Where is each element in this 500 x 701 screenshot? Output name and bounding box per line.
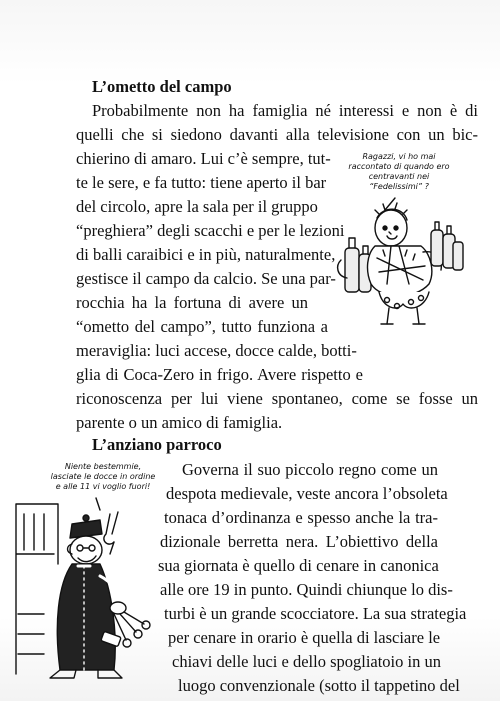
speech-bubble-ometto: Ragazzi, vi ho mai raccontato di quando ero centravanti nei “Fedelissimi” ?: [348, 152, 450, 191]
paragraph-line: di balli caraibici e in più, naturalmente,: [76, 245, 336, 264]
paragraph-line: “ometto del campo”, tutto funziona a: [76, 317, 328, 336]
paragraph-line: quelli che si siedono davanti alla televisione con un bic-: [76, 125, 478, 144]
paragraph-line: Probabilmente non ha famiglia né interessi e non è di: [92, 101, 478, 120]
paragraph-line: sua giornata è quello di cenare in canonica: [158, 556, 439, 575]
paragraph-line: glia di Coca-Zero in frigo. Avere rispetto e: [76, 365, 363, 384]
paragraph-line: turbi è un grande scocciatore. La sua strategia: [164, 604, 467, 623]
paragraph-line: alle ore 19 in punto. Quindi chiunque lo dis-: [160, 580, 453, 599]
paragraph-line: meraviglia: luci accese, docce calde, botti-: [76, 341, 357, 360]
paragraph-line: chierino di amaro. Lui c’è sempre, tut-: [76, 149, 331, 168]
paragraph-line: chiavi delle luci e dello spogliatoio in un: [172, 652, 441, 671]
paragraph-line: luogo convenzionale (sotto il tappetino del: [178, 676, 460, 695]
man-with-bottles-illustration: [325, 188, 475, 328]
paragraph-line: Governa il suo piccolo regno come un: [182, 460, 438, 479]
paragraph-line: rocchia ha la fortuna di avere un: [76, 293, 308, 312]
speech-bubble-parroco: Niente bestemmie, lasciate le docce in ordine e alle 11 vi voglio fuori!: [50, 462, 156, 491]
paragraph-line: despota medievale, veste ancora l’obsoleta: [166, 484, 448, 503]
section-heading-parroco: L’anziano parroco: [92, 435, 222, 454]
paragraph-line: gestisce il campo da calcio. Se una par-: [76, 269, 336, 288]
paragraph-line: per cenare in orario è quella di lasciare le: [168, 628, 441, 647]
paragraph-line: “preghiera” degli scacchi e per le lezioni: [76, 221, 345, 240]
section-heading-ometto: L’ometto del campo: [92, 77, 232, 96]
paragraph-line: riconoscenza per lui viene spontaneo, come se fosse un: [76, 389, 478, 408]
paragraph-line: del circolo, apre la sala per il gruppo: [76, 197, 318, 216]
priest-with-keys-illustration: [14, 494, 164, 684]
paragraph-line: tonaca d’ordinanza e spesso anche la tra-: [164, 508, 438, 527]
paragraph-line: te le sere, e fa tutto: tiene aperto il bar: [76, 173, 327, 192]
paragraph-line: dizionale berretta nera. L’obiettivo della: [160, 532, 438, 551]
paragraph-line: parente o un amico di famiglia.: [76, 413, 283, 432]
